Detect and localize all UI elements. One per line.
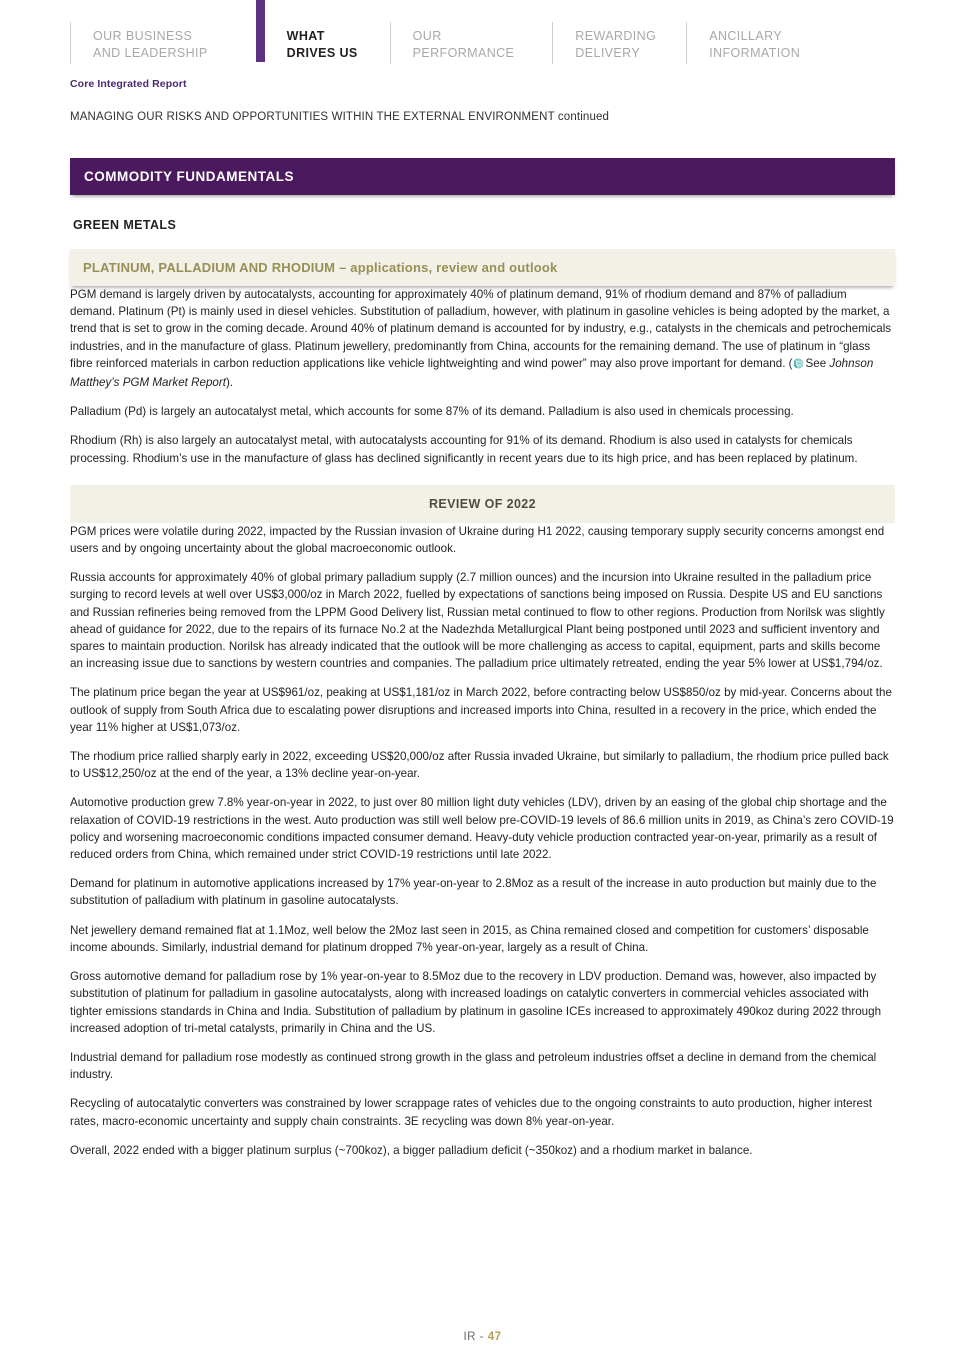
page-footer xyxy=(0,1331,965,1343)
paragraph-palladium-auto-demand: Gross automotive demand for palladium rose by 1% year-on-year to 8.5Moz due to the recovery in LDV production. Demand was, however, also impacted by substitution of platinum for palladium in gasoline autocatalysts, along with increased loadings on catalytic converters in commercial vehicles associated with tighter emissions standards in China and India. Substitution of palladium by platinum in gasoline ICEs increased to approximately 490koz during 2022 through increased adoption of tri-metal catalysts, primarily in China and the US. xyxy=(70,970,882,1035)
nav-label-line2: AND LEADERSHIP xyxy=(93,46,208,60)
nav-item-rewarding-delivery[interactable] xyxy=(552,0,656,72)
page-content xyxy=(0,158,965,1159)
paragraph-platinum-price: The platinum price began the year at US$961/oz, peaking at US$1,181/oz in March 2022, before contracting below US$850/oz by mid-year. Concerns about the outlook of supply from South Africa due to escalating power disruptions and increased imports into China, resulted in a recovery in the price, which ended the year 11% higher at US$1,073/oz. xyxy=(70,686,892,734)
nav-label-line1: OUR xyxy=(412,29,442,43)
paragraph-tail: ). xyxy=(225,376,234,390)
paragraph-industrial-palladium: Industrial demand for palladium rose modestly as continued strong growth in the glass and petroleum industries offset a decline in demand from the chemical industry. xyxy=(70,1050,877,1082)
subsection-title-green-metals: GREEN METALS xyxy=(73,218,177,232)
paragraph-platinum-auto-demand: Demand for platinum in automotive applications increased by 17% year-on-year to 2.8Moz as a result of the increase in auto production but mainly due to the substitution of palladium with platinum in gasoline autocatalysts. xyxy=(70,877,877,908)
running-head: MANAGING OUR RISKS AND OPPORTUNITIES WITHIN THE EXTERNAL ENVIRONMENT continued xyxy=(70,111,610,123)
footer-prefix: IR - xyxy=(463,1331,488,1343)
nav-label-line2: DELIVERY xyxy=(575,46,641,60)
nav-label-line1: WHAT xyxy=(286,29,325,43)
nav-item-what-drives-us[interactable] xyxy=(256,0,358,72)
nav-active-indicator xyxy=(256,0,265,62)
nav-label xyxy=(265,0,358,62)
globe-icon xyxy=(793,357,804,374)
nav-label-line1: ANCILLARY xyxy=(709,29,783,43)
paragraph-overall-summary: Overall, 2022 ended with a bigger platinum surplus (~700koz), a bigger palladium deficit (~350koz) and a rhodium market in balance. xyxy=(70,1143,753,1157)
paragraph-pgm-prices: PGM prices were volatile during 2022, impacted by the Russian invasion of Ukraine during H1 2022, causing temporary supply security concerns amongst end users and by ongoing uncertainty about the global macroeconomic outlook. xyxy=(70,524,885,556)
paragraph-automotive-production: Automotive production grew 7.8% year-on-year in 2022, to just over 80 million light duty vehicles (LDV), driven by an easing of the global chip shortage and the relaxation of COVID-19 restrictions in the west. Auto production was still well below pre-COVID-19 levels of 86.6 million units in 2019, as China’s zero COVID-19 policy and worsening macroeconomic conditions impacted consumer demand. Heavy-duty vehicle production contracted year-on-year, primarily as a result of reduced orders from China, which remained under strict COVID-19 restrictions until late 2022. xyxy=(70,796,894,862)
link-lead-text: See xyxy=(805,356,830,370)
paragraph-text: PGM demand is largely driven by autocatalysts, accounting for approximately 40% of platinum demand, 91% of rhodium demand and 87% of palladium demand. Platinum (Pt) is mainly used in diesel vehicles. Substitution of palladium, however, with platinum in gasoline vehicles is being adopted by the market, a trend that is set to grow in the coming decade. Around 40% of platinum demand is accounted for by industry, e.g., catalysts in the chemicals and petrochemicals industries, and in the manufacture of glass. Platinum jewellery, predominantly from China, accounts for the remaining demand. The use of platinum in “glass fibre reinforced materials in carbon reduction applications like vehicle lightweighting and wind power” may also prove important for demand. ( xyxy=(70,288,892,370)
paragraph-palladium: Palladium (Pd) is largely an autocatalyst metal, which accounts for some 87% of its demand. Palladium is also used in chemicals processing. xyxy=(70,405,794,419)
top-navigation xyxy=(0,0,965,72)
nav-label xyxy=(553,0,656,62)
nav-label-line2: PERFORMANCE xyxy=(412,46,515,60)
paragraph-rhodium: Rhodium (Rh) is also largely an autocatalyst metal, with autocatalysts accounting for 91% of its demand. Rhodium is also used in catalysts for chemicals processing. Rhodium’s use in the manufacture of glass has declined significantly in recent years due to its high price, and has been replaced by platinum. xyxy=(70,434,858,465)
paragraph-pgm-demand xyxy=(70,286,895,391)
nav-label-line1: OUR BUSINESS xyxy=(93,29,193,43)
nav-label-line1: REWARDING xyxy=(575,29,657,43)
report-kicker: Core Integrated Report xyxy=(70,78,187,90)
page-number: 47 xyxy=(487,1331,502,1343)
nav-label xyxy=(71,0,208,62)
section-header-commodity-fundamentals: COMMODITY FUNDAMENTALS xyxy=(70,158,895,195)
nav-item-our-business-and-leadership[interactable] xyxy=(70,0,208,72)
nav-item-ancillary-information[interactable] xyxy=(686,0,800,72)
nav-label-line2: DRIVES US xyxy=(286,46,358,60)
nav-item-our-performance[interactable] xyxy=(390,0,515,72)
paragraph-russia-supply: Russia accounts for approximately 40% of global primary palladium supply (2.7 million ounces) and the incursion into Ukraine resulted in the palladium price surging to record levels at well over US$3,000/oz in March 2022, fuelled by expectations of sanctions being imposed on Russia. Despite US and EU sanctions and Russian refineries being removed from the LPPM Good Delivery list, Russian metal continued to flow to other regions. Production from Norilsk was slightly ahead of guidance for 2022, due to the repairs of its furnace No.2 at the Nadezhda Metallurgical Plant being postponed until 2023 and sufficient inventory and spares to maintain production. Norilsk has already indicated that the outlook will be more challenging as access to capital, equipment, parts and skills become an increasing issue due to sanctions by western countries and companies. The palladium price ultimately retreated, ending the year 5% lower at US$1,794/oz. xyxy=(70,571,885,671)
paragraph-jewellery-demand: Net jewellery demand remained flat at 1.1Moz, well below the 2Moz last seen in 2015, as China remained closed and competition for customers’ disposable income abounds. Similarly, industrial demand for platinum dropped 7% year-on-year, largely as a result of China. xyxy=(70,923,869,954)
link-johnson-matthey-report[interactable]: Johnson Matthey’s PGM Market Report xyxy=(70,356,874,390)
nav-label xyxy=(391,0,515,62)
paragraph-rhodium-price: The rhodium price rallied sharply early in 2022, exceeding US$20,000/oz after Russia invaded Ukraine, but similarly to palladium, the rhodium price pulled back to US$12,250/oz at the end of the year, a 13% decline year-on-year. xyxy=(70,750,889,781)
paragraph-recycling: Recycling of autocatalytic converters was constrained by lower scrappage rates of vehicles due to the ongoing constraints to auto production, higher interest rates, macro-economic uncertainty and supply chain constraints. 3E recycling was down 8% year-on-year. xyxy=(70,1097,872,1128)
section-header-review-of-2022: REVIEW OF 2022 xyxy=(70,485,895,523)
nav-label xyxy=(687,0,800,62)
nav-label-line2: INFORMATION xyxy=(709,46,801,60)
section-header-platinum-palladium-rhodium: PLATINUM, PALLADIUM AND RHODIUM – applications, review and outlook xyxy=(70,249,895,286)
